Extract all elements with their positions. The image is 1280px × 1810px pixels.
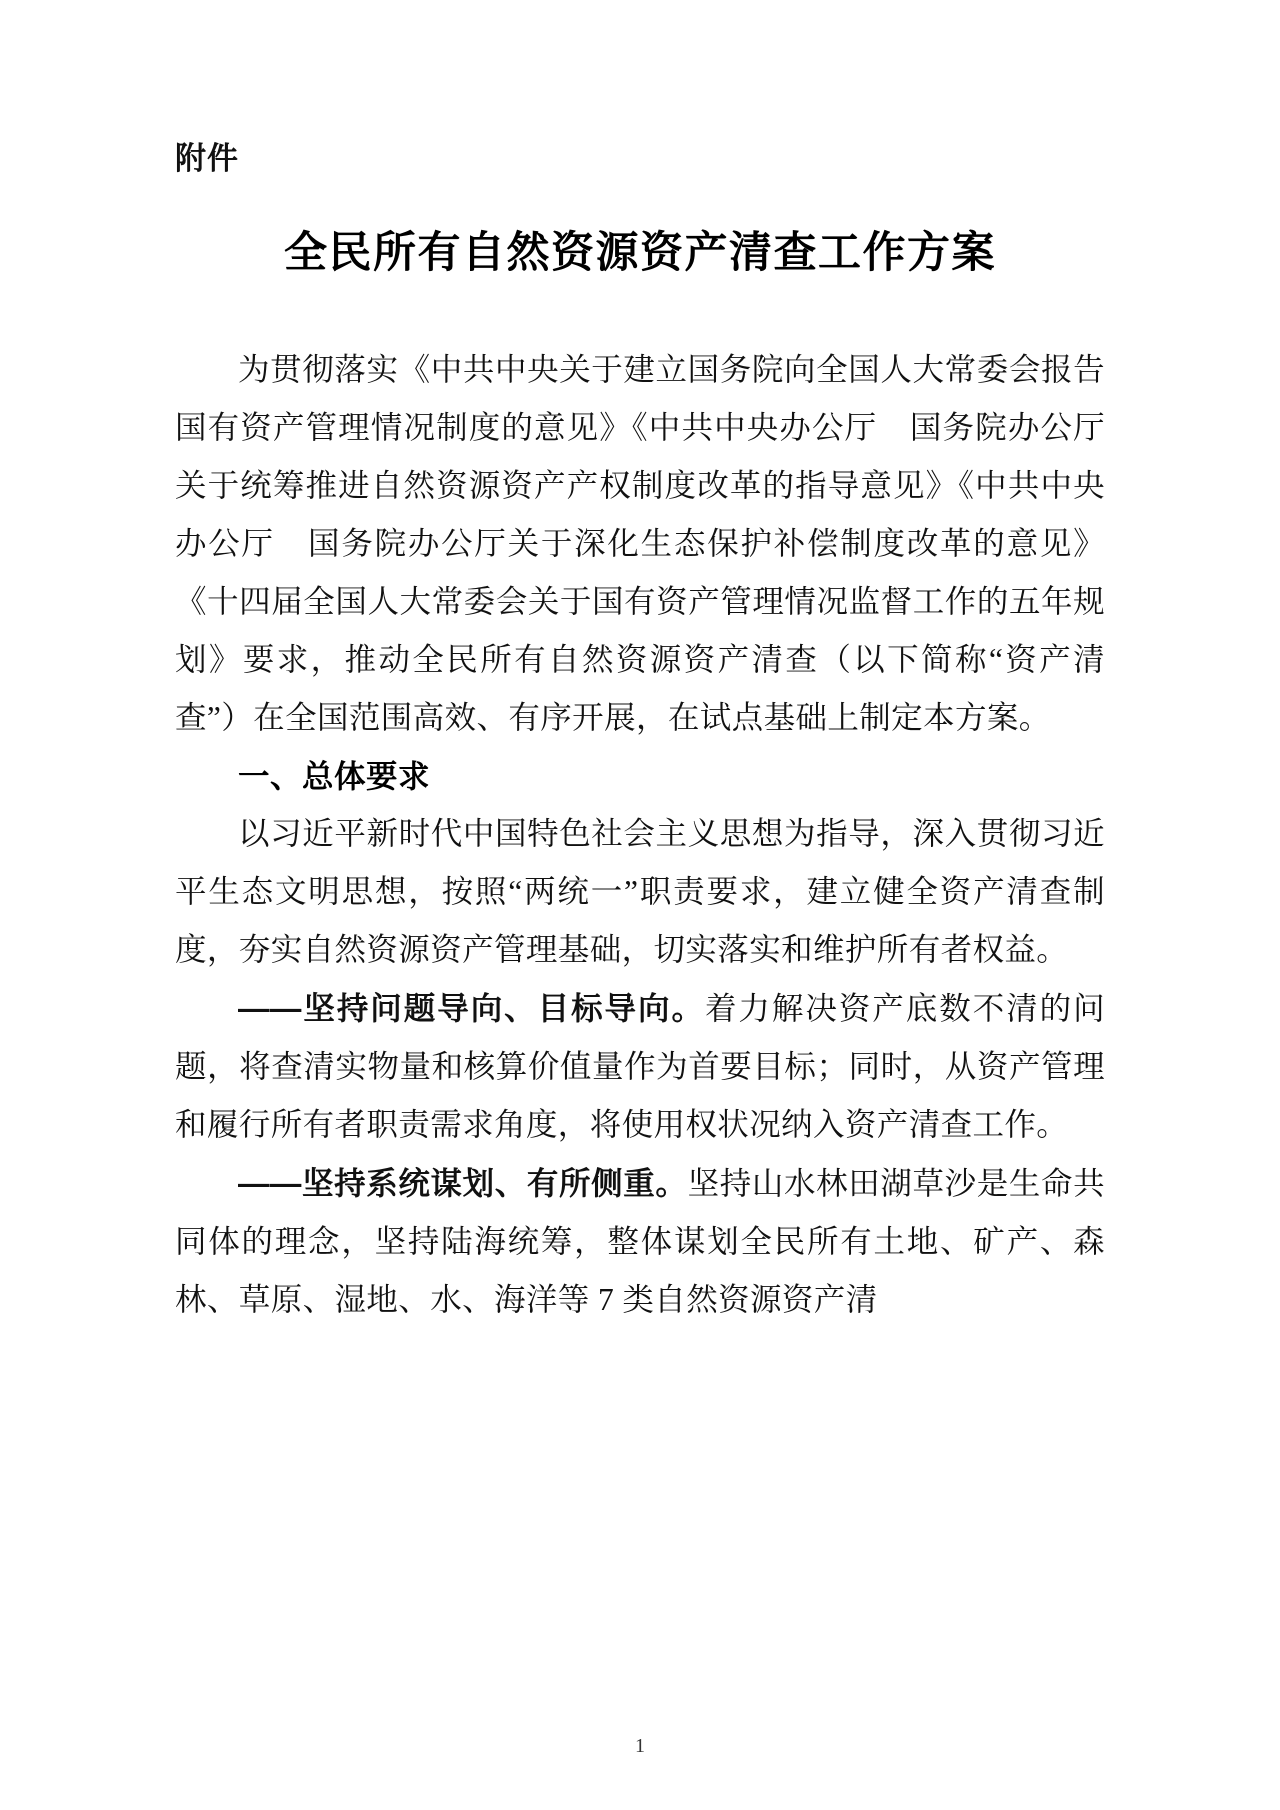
paragraph-body-systematic-planning: 坚持山水林田湖草沙是生命共同体的理念，坚持陆海统筹，整体谋划全民所有土地、矿产、森林、草原、湿地、水、海洋等 7 类自然资源资产清	[175, 1166, 1105, 1318]
paragraph-body-problem-orientation: 着力解决资产底数不清的问题，将查清实物量和核算价值量作为首要目标；同时，从资产管理和履行所有者职责需求角度，将使用权状况纳入资产清查工作。	[175, 991, 1105, 1143]
page-title: 全民所有自然资源资产清查工作方案	[284, 230, 996, 278]
paragraph-intro: 为贯彻落实《中共中央关于建立国务院向全国人大常委会报告国有资产管理情况制度的意见》《中共中央办公厅 国务院办公厅关于统筹推进自然资源资产产权制度改革的指导意见》《中共中央办公厅 国务院办公厅关于深化生态保护补偿制度改革的意见》《十四届全国人大常委会关于国有资产管理情况监督工作的五年规划》要求，推动全民所有自然资源资产清查（以下简称“资产清查”）在全国范围高效、有序开展，在试点基础上制定本方案。	[175, 352, 1105, 736]
paragraph-section1-1: 以习近平新时代中国特色社会主义思想为指导，深入贯彻习近平生态文明思想，按照“两统一”职责要求，建立健全资产清查制度，夯实自然资源资产管理基础，切实落实和维护所有者权益。	[175, 816, 1105, 968]
page-number: 1	[635, 1735, 645, 1757]
section-heading-general-requirements: 一、总体要求	[238, 758, 431, 795]
paragraph-lead-problem-orientation: ——坚持问题导向、目标导向。	[238, 990, 705, 1027]
paragraph-section1-2	[175, 979, 1105, 1154]
paragraph-section1-3	[175, 1154, 1105, 1329]
attachment-label: 附件	[175, 141, 239, 176]
paragraph-lead-systematic-planning: ——坚持系统谋划、有所侧重。	[238, 1165, 688, 1202]
